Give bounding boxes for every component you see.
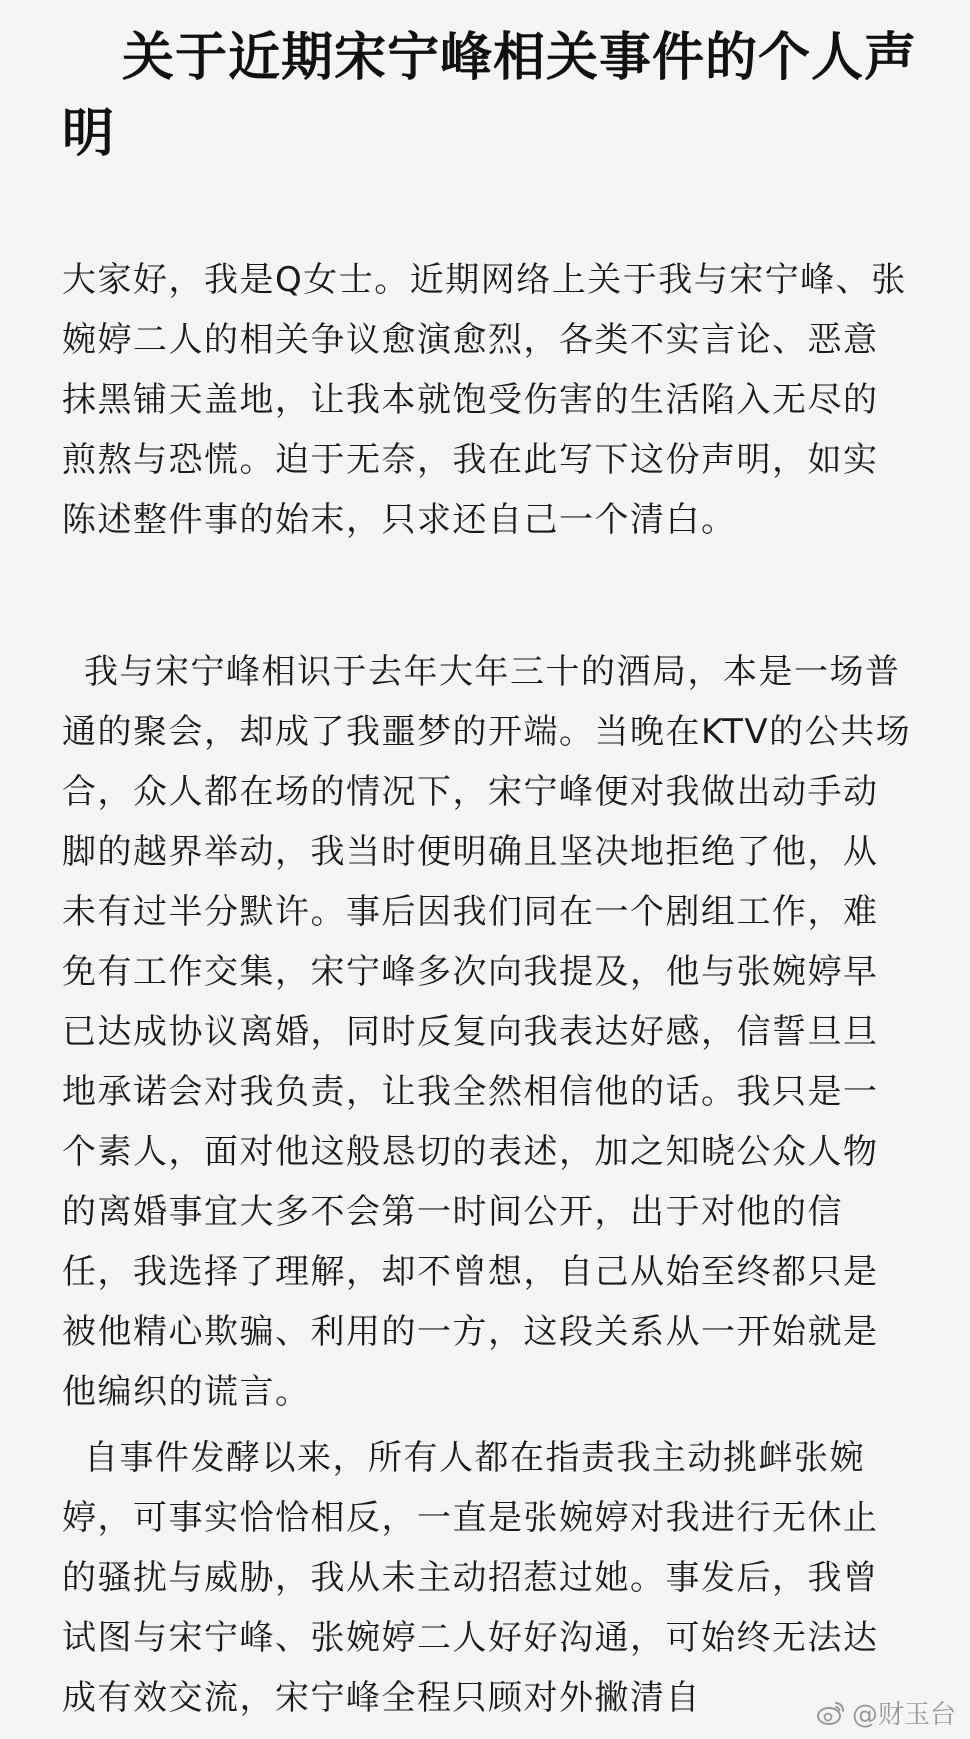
- weibo-icon: [816, 1700, 846, 1726]
- paragraph-aftermath: 自事件发酵以来，所有人都在指责我主动挑衅张婉婷，可事实恰恰相反，一直是张婉婷对我进行无休止的骚扰与威胁，我从未主动招惹过她。事发后，我曾试图与宋宁峰、张婉婷二人好好沟通，可始终无法达成有效交流，宋宁峰全程只顾对外撇清自: [62, 1438, 879, 1718]
- paragraph-intro: 大家好，我是Q女士。近期网络上关于我与宋宁峰、张婉婷二人的相关争议愈演愈烈，各类不实言论、恶意抹黑铺天盖地，让我本就饱受伤害的生活陷入无尽的煎熬与恐慌。迫于无奈，我在此写下这份声明，如实陈述整件事的始末，只求还自己一个清白。: [62, 260, 907, 540]
- statement-title: 关于近期宋宁峰相关事件的个人声明: [62, 28, 918, 164]
- watermark-text: @财玉台: [851, 1700, 956, 1730]
- source-watermark: [816, 1694, 956, 1731]
- paragraph-background: 我与宋宁峰相识于去年大年三十的酒局，本是一场普通的聚会，却成了我噩梦的开端。当晚在KTV的公共场合，众人都在场的情况下，宋宁峰便对我做出动手动脚的越界举动，我当时便明确且坚决地拒绝了他，从未有过半分默许。事后因我们同在一个剧组工作，难免有工作交集，宋宁峰多次向我提及，他与张婉婷早已达成协议离婚，同时反复向我表达好感，信誓旦旦地承诺会对我负责，让我全然相信他的话。我只是一个素人，面对他这般恳切的表述，加之知晓公众人物的离婚事宜大多不会第一时间公开，出于对他的信任，我选择了理解，却不曾想，自己从始至终都只是被他精心欺骗、利用的一方，这段关系从一开始就是他编织的谎言。: [62, 652, 912, 1412]
